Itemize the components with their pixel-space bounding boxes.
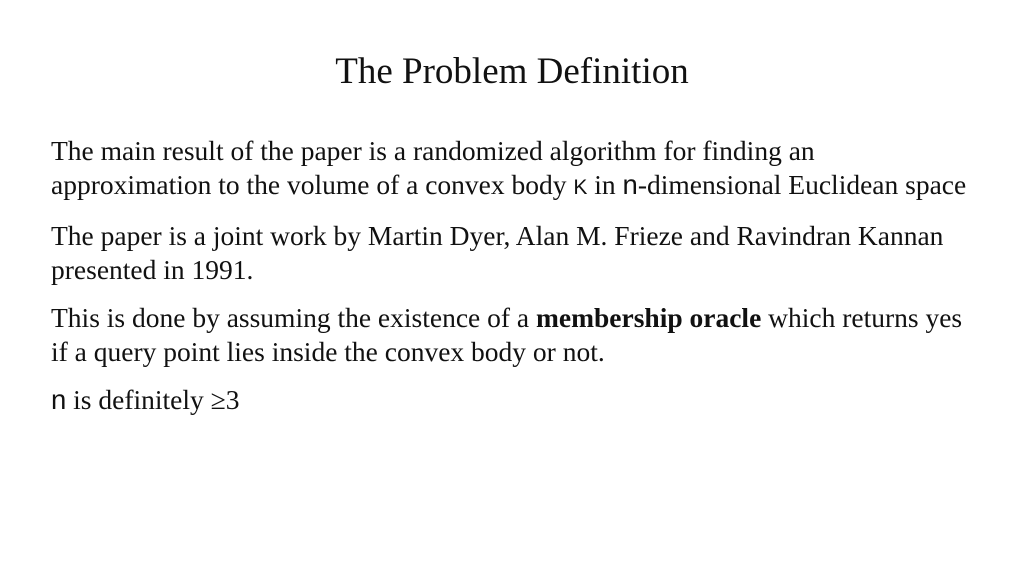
oracle-text-after: which returns yes if a query point lies inside the convex body or not. [51,302,963,367]
paragraph-main-result [51,134,971,205]
main-result-in: in [587,169,623,200]
symbol-n-bound: n [51,384,67,415]
membership-oracle-term: membership oracle [535,302,762,333]
symbol-n: n [622,169,638,200]
paragraph-n-bound [51,383,971,417]
n-bound-text: is definitely ≥3 [66,384,240,415]
oracle-text-before: This is done by assuming the existence of a [51,302,536,333]
symbol-k: K [573,176,588,199]
slide-title: The Problem Definition [335,51,689,92]
authors-text: The paper is a joint work by Martin Dyer, Alan M. Frieze and Ravindran Kannan presented in 1991. [51,220,944,285]
main-result-text: The main result of the paper is a randomized algorithm for finding an approximation to the volume of a convex body [51,135,815,200]
paragraph-authors [51,219,971,287]
paragraph-oracle [51,301,971,369]
main-result-dimensional: -dimensional Euclidean space [637,169,967,200]
slide-body [51,134,971,431]
